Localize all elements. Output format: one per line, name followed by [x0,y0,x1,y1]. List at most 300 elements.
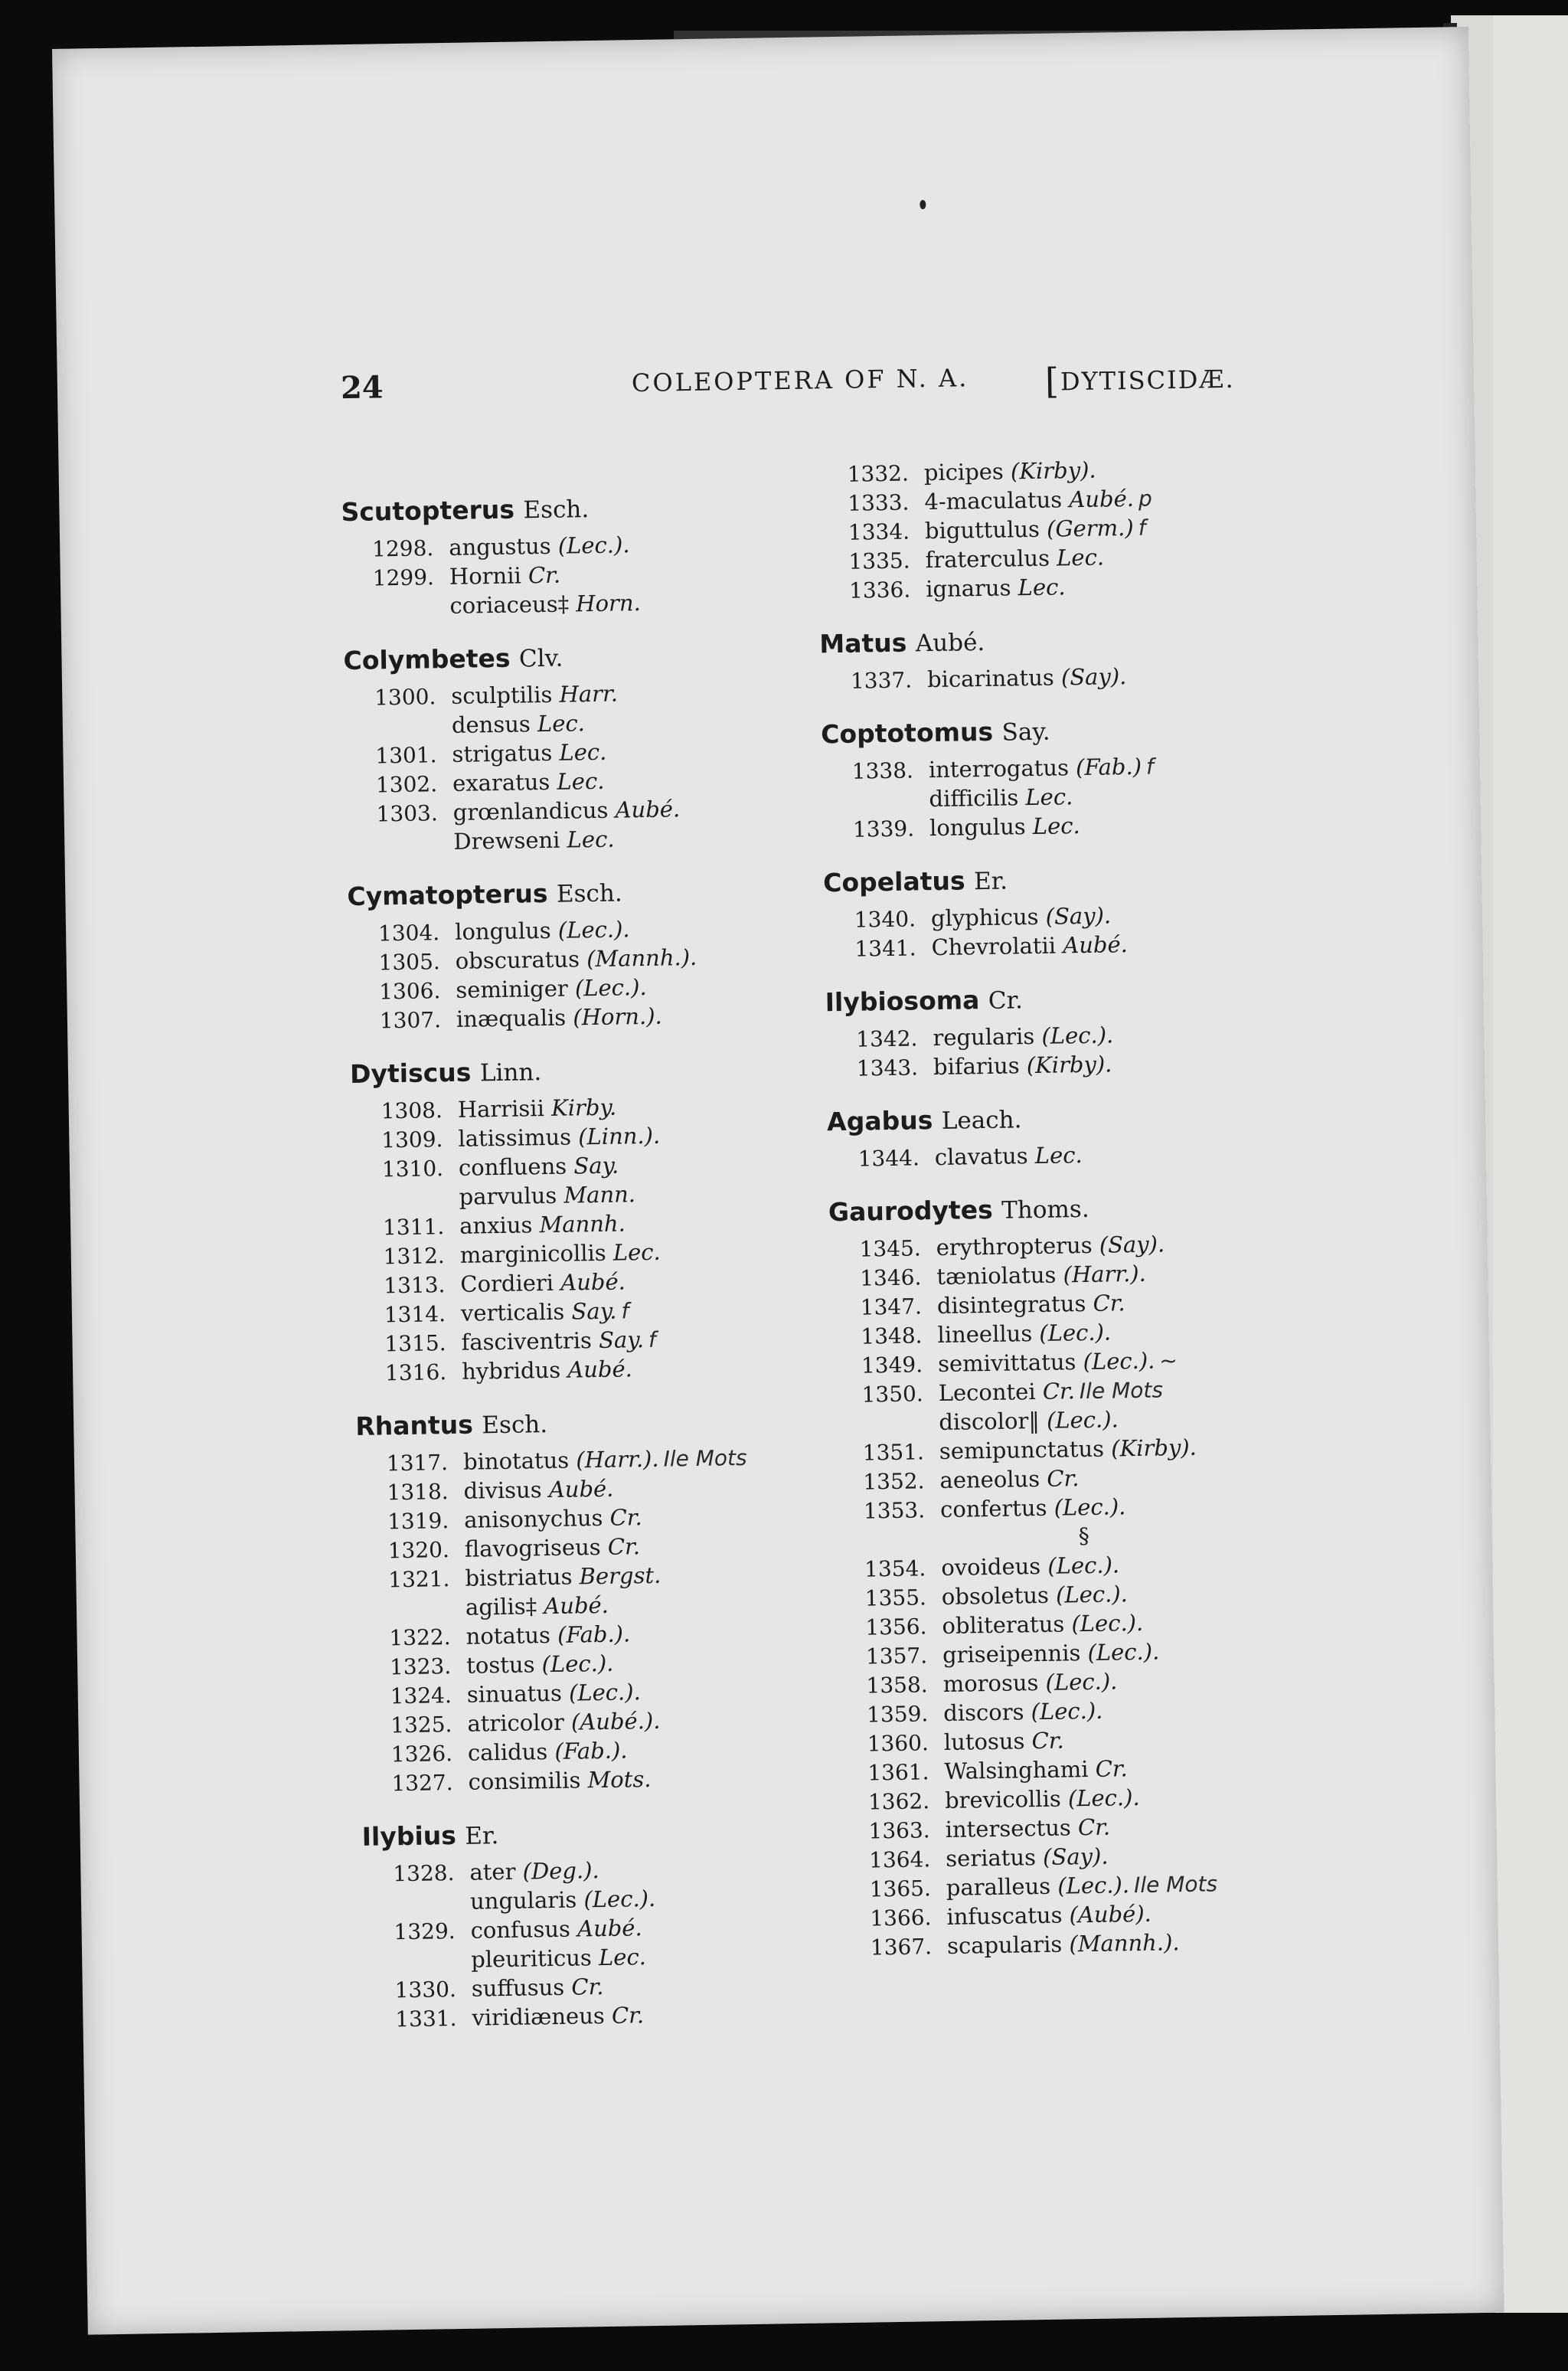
catalog-number: 1298. [371,535,434,562]
species-authority: (Aubé.). [570,1707,661,1735]
species-authority: (Say). [1042,1843,1109,1870]
indent [363,1909,470,1911]
genus-author: Cr. [988,986,1024,1015]
indent [358,1615,466,1617]
species-authority: Cr. [1077,1813,1111,1841]
species-name: pleuriticus [470,1944,593,1973]
species-authority: (Lec.). [1055,1581,1129,1608]
catalog-number: 1305. [378,949,441,976]
catalog-number: 1328. [393,1860,455,1887]
species-authority: Mann. [564,1181,636,1208]
species-name: semivittatus [937,1349,1076,1378]
species-name: biguttulus [924,515,1040,545]
catalog-number: 1365. [869,1876,932,1902]
genus-block [817,453,1294,606]
indent [364,1967,471,1969]
species-authority: (Lec.). [1071,1609,1144,1637]
species-authority: Lec. [559,738,607,766]
species-authority: Cr. [1047,1465,1080,1492]
catalog-number: 1335. [848,548,910,574]
genus-block [341,482,818,622]
handwritten-annotation: ~ [1159,1348,1178,1374]
species-name: longulus [929,813,1026,842]
catalog-number: 1321. [388,1566,450,1593]
catalog-number: 1314. [384,1301,446,1328]
species-name: longulus [454,917,551,945]
species-authority: (Say). [1060,663,1127,691]
genus-block [828,1183,1315,1963]
catalog-number: 1329. [394,1918,456,1945]
page-sheet [52,27,1504,2335]
species-authority: Lec. [1025,783,1073,811]
species-authority: (Fab.). [554,1737,628,1764]
catalog-number: 1337. [850,667,913,694]
species-name: calidus [467,1738,548,1766]
species-name: clavatus [934,1143,1028,1171]
species-name: regularis [933,1023,1035,1051]
species-name: bistriatus [465,1563,573,1591]
catalog-number: 1308. [381,1097,443,1124]
species-authority: (Mannh.). [1069,1929,1180,1957]
species-authority: (Lec.). [1057,1872,1130,1899]
species-authority: Say. [571,1297,617,1325]
species-name: ater [469,1858,516,1885]
catalog-number: 1341. [854,935,916,962]
catalog-number: 1318. [387,1479,449,1506]
species-name: suffusus [471,1974,565,2002]
genus-title [821,705,1296,757]
catalog-number: 1358. [866,1672,928,1699]
species-authority: Lec. [1056,544,1105,571]
genus-title [347,867,822,919]
genus-name: Agabus [826,1105,933,1137]
catalog-number: 1319. [387,1508,449,1535]
species-name: sculptilis [451,681,553,709]
species-name: ovoideus [941,1552,1041,1581]
species-name: bifarius [933,1052,1020,1081]
species-name: marginicollis [459,1239,606,1268]
catalog-number: 1352. [863,1468,925,1495]
species-name: erythropterus [936,1231,1093,1261]
genus-name: Rhantus [354,1409,474,1441]
species-name: Hornii [449,562,521,590]
catalog-number: 1343. [856,1055,919,1081]
species-name: flavogriseus [464,1533,601,1562]
species-name: scapularis [946,1931,1063,1959]
species-authority: (Kirby). [1010,456,1096,485]
species-name: ungularis [469,1886,577,1915]
species-name: intersectus [945,1814,1072,1843]
species-authority: (Deg.). [522,1857,599,1885]
species-name: disintegratus [936,1290,1086,1320]
species-authority: (Lec.). [1067,1784,1140,1812]
handwritten-annotation: Ile Mots [663,1444,747,1472]
species-authority: (Lec.). [568,1679,642,1706]
species-authority: Mots. [587,1765,652,1794]
species-name: Lecontei [938,1378,1036,1407]
catalog-number: 1324. [390,1683,452,1709]
genus-block [355,1397,836,1798]
genus-title [827,1093,1302,1145]
genus-block [823,854,1299,964]
species-name: anisonychus [463,1504,603,1533]
genus-block [825,973,1301,1084]
species-name: grœnlandicus [452,796,609,826]
genus-title [341,482,816,535]
species-name: lutosus [943,1728,1025,1755]
species-authority: Lec. [1034,1142,1083,1169]
species-name: glyphicus [930,903,1039,932]
species-name: interrogatus [928,754,1070,783]
species-authority: Bergst. [579,1562,662,1590]
species-authority: Lec. [557,767,605,795]
species-authority: (Say). [1099,1231,1165,1258]
facing-page-inner [1493,15,1568,2313]
species-authority: (Horn.). [573,1002,662,1031]
species-name: anxius [459,1212,533,1239]
species-authority: Cr. [1095,1755,1129,1782]
catalog-number: 1323. [389,1653,452,1680]
genus-title [819,615,1295,667]
species-name: fraterculus [925,545,1050,574]
genus-block [347,867,824,1035]
species-authority: (Fab.) [1075,753,1142,781]
species-authority: Say. [573,1152,619,1179]
species-authority: Kirby. [550,1094,617,1121]
genus-author: Say. [1001,718,1050,747]
catalog-number: 1338. [851,757,914,784]
species-name: parvulus [459,1182,557,1210]
indent [346,849,453,851]
species-name: tostus [466,1651,535,1679]
genus-block [350,1045,830,1388]
catalog-number: 1307. [379,1007,442,1034]
species-authority: Lec. [537,710,586,737]
species-name: seminiger [456,975,568,1003]
catalog-number: 1364. [868,1846,931,1873]
species-name: atricolor [467,1709,565,1737]
page-header [341,355,1329,416]
genus-author: Linn. [479,1058,542,1087]
catalog-number: 1346. [859,1264,922,1291]
catalog-number: 1347. [860,1293,923,1320]
catalog-number: 1336. [848,577,911,603]
species-name: obscuratus [455,946,580,974]
species-authority: Say. [598,1326,645,1353]
catalog-number: 1301. [375,742,437,769]
catalog-number: 1326. [390,1741,453,1768]
species-name: confertus [939,1494,1047,1523]
species-authority: Aubé. [548,1475,614,1503]
species-authority: (Linn.). [577,1122,661,1150]
handwritten-annotation: Ile Mots [1079,1377,1164,1405]
catalog-number: 1322. [389,1624,451,1651]
species-authority: (Lec.). [1031,1697,1103,1725]
catalog-number: 1310. [381,1156,444,1182]
catalog-number: 1316. [384,1359,447,1386]
indent [352,1205,459,1206]
species-name: semipunctatus [939,1435,1105,1465]
page-number: 24 [340,369,384,407]
handwritten-annotation: f [621,1298,629,1324]
species-name: viridiæneus [472,2002,605,2031]
species-name: divisus [463,1477,542,1504]
section-name: DYTISCIDÆ. [1060,364,1235,397]
species-name: Drewseni [453,826,560,855]
indent [831,1430,939,1431]
species-name: tæniolatus [936,1261,1057,1290]
species-authority: (Kirby). [1026,1051,1112,1079]
indent [343,613,450,615]
genus-title [825,973,1300,1025]
catalog-number: 1333. [848,489,910,516]
catalog-number: 1342. [856,1025,918,1052]
species-authority: (Germ.) [1046,514,1134,542]
catalog-number: 1362. [867,1788,930,1815]
genus-author: Esch. [523,495,590,525]
species-authority: Aubé. [615,796,681,823]
species-authority: (Lec.). [1046,1406,1119,1434]
genus-block [819,615,1295,696]
genus-block [827,1093,1302,1174]
genus-name: Dytiscus [349,1057,472,1090]
indent [822,806,929,808]
catalog-number: 1360. [867,1730,929,1757]
genus-name: Coptotomus [820,716,994,750]
species-authority: Aubé. [577,1915,642,1942]
species-authority: (Lec.). [1039,1319,1112,1346]
handwritten-annotation: p [1138,486,1152,512]
left-column [341,466,840,2033]
species-authority: (Lec.). [574,973,647,1002]
species-authority: Horn. [576,590,642,617]
species-name: Chevrolatii [931,932,1057,961]
species-authority: (Fab.). [557,1620,631,1648]
handwritten-annotation: f [1145,754,1155,780]
section-sign: § [1078,1522,1089,1549]
genus-name: Scutopterus [341,494,515,528]
species-authority: Cr. [528,561,561,589]
genus-title [361,1807,837,1859]
species-authority: (Lec.). [583,1885,656,1913]
species-name: Walsinghami [944,1756,1089,1784]
catalog-number: 1312. [383,1243,446,1270]
catalog-number: 1351. [862,1439,925,1466]
catalog-number: 1299. [372,564,435,591]
species-name: discors [943,1699,1024,1726]
genus-author: Esch. [556,879,622,908]
catalog-number: 1361. [867,1759,929,1786]
species-name: brevicollis [944,1785,1061,1813]
species-authority: Cr. [607,1533,641,1560]
species-name: difficilis [929,784,1019,813]
species-authority: Aubé. [544,1591,609,1620]
species-name: obsoletus [941,1581,1050,1610]
species-authority: (Lec.). [1054,1493,1126,1521]
catalog-number: 1354. [864,1555,926,1582]
catalog-number: 1355. [864,1584,927,1611]
catalog-number: 1325. [390,1712,452,1738]
catalog-number: 1306. [378,978,441,1005]
species-authority: (Say). [1045,902,1112,930]
catalog-number: 1303. [376,800,438,827]
species-name: seriatus [945,1844,1037,1872]
catalog-number: 1345. [859,1235,921,1262]
genus-name: Matus [819,627,907,659]
genus-block [343,631,821,858]
genus-author: Er. [973,867,1008,896]
genus-title [343,631,818,683]
species-name: confluens [458,1153,567,1181]
species-authority: Cr. [609,1504,642,1531]
genus-title [823,854,1298,906]
species-authority: (Lec.). [1041,1022,1114,1049]
species-name: fasciventris [461,1327,593,1356]
species-authority: (Mannh.). [586,943,697,973]
species-authority: Lec. [1032,813,1080,840]
catalog-number: 1327. [391,1770,453,1797]
page-content [52,27,1504,2335]
species-name: densus [451,711,531,738]
species-name: aeneolus [939,1465,1040,1494]
running-title: COLEOPTERA OF N. A. [631,363,969,398]
catalog-number: 1320. [387,1537,450,1564]
genus-name: Ilybius [361,1820,457,1852]
genus-name: Ilybiosoma [825,985,980,1018]
species-name: bicarinatus [926,664,1055,693]
catalog-number: 1311. [382,1214,445,1241]
catalog-number: 1366. [870,1905,932,1931]
species-name: coriaceus‡ [449,590,570,619]
handwritten-annotation: f [1138,515,1146,541]
species-authority: (Lec.). [1045,1668,1118,1696]
species-authority: Lec. [567,826,615,853]
species-authority: (Lec.). [557,916,630,943]
catalog-number: 1348. [861,1323,923,1349]
species-name: 4-maculatus [924,486,1063,515]
genus-title [350,1045,825,1097]
species-name: Harrisii [457,1095,545,1123]
species-name: ignarus [925,574,1011,603]
species-authority: (Harr.). [1063,1260,1147,1288]
species-authority: Cr. [1031,1727,1064,1755]
species-authority: Mannh. [539,1210,626,1238]
species-name: griseipennis [942,1640,1081,1668]
species-authority: Cr. [611,2002,645,2029]
catalog-number: 1313. [383,1272,446,1299]
species-name: inæqualis [456,1004,567,1032]
catalog-number: 1330. [394,1977,457,2003]
species-authority: Lec. [598,1944,647,1971]
catalog-number: 1353. [863,1497,926,1524]
catalog-number: 1357. [865,1643,928,1670]
species-name: strigatus [452,739,553,767]
catalog-number: 1332. [847,460,910,487]
species-name: exaratus [452,768,550,796]
handwritten-annotation: f [648,1326,657,1352]
species-name: paralleus [946,1872,1051,1901]
species-authority: Lec. [612,1238,662,1266]
genus-block [361,1807,839,2034]
species-name: picipes [923,458,1004,486]
catalog-number: 1334. [848,518,910,545]
species-authority: (Lec.). [1087,1638,1160,1666]
catalog-number: 1304. [377,920,440,947]
catalog-number: 1349. [861,1352,923,1378]
species-authority: Aubé. [1069,485,1135,513]
species-authority: (Harr.). [576,1445,659,1473]
catalog-number: 1300. [374,684,436,711]
species-authority: Aubé. [560,1268,626,1296]
catalog-number: 1367. [870,1934,933,1961]
catalog-number: 1315. [384,1330,446,1357]
species-authority: (Lec.). [1047,1552,1120,1579]
genus-author: Thoms. [1001,1195,1089,1225]
species-name: discolor‖ [939,1407,1040,1436]
right-column [817,456,1315,1962]
species-authority: Aubé. [567,1356,633,1383]
species-name: lineellus [937,1320,1033,1349]
genus-author: Leach. [941,1106,1022,1135]
genus-name: Cymatopterus [347,878,548,912]
species-name: hybridus [461,1356,561,1385]
indent [345,733,452,734]
genus-title [828,1183,1304,1235]
catalog-number: 1350. [861,1381,923,1408]
species-name: confusus [470,1915,571,1944]
genus-author: Aubé. [915,628,985,658]
species-name: agilis‡ [465,1593,537,1620]
catalog-number: 1340. [854,906,916,933]
species-authority: (Lec.). [1083,1347,1155,1375]
species-authority: (Kirby). [1110,1434,1197,1462]
ink-dot [920,200,926,209]
catalog-number: 1356. [865,1614,927,1640]
catalog-number: 1359. [866,1701,929,1728]
species-authority: (Lec.). [557,531,630,559]
catalog-number: 1339. [852,816,915,842]
species-authority: Lec. [1018,574,1066,601]
catalog-number: 1302. [375,771,438,798]
species-authority: (Aubé). [1069,1900,1152,1928]
catalog-number: 1363. [868,1817,930,1844]
catalog-number: 1317. [386,1450,449,1477]
species-name: infuscatus [946,1902,1063,1930]
species-name: notatus [466,1622,551,1650]
genus-name: Copelatus [822,865,965,898]
species-authority: Cr. [1042,1378,1076,1405]
catalog-number: 1344. [858,1145,920,1172]
species-name: Cordieri [460,1269,554,1297]
species-name: angustus [449,532,551,561]
genus-block [821,705,1298,845]
genus-author: Er. [465,1822,499,1850]
handwritten-annotation: Ile Mots [1133,1871,1218,1898]
species-name: consimilis [468,1767,581,1795]
species-name: obliteratus [942,1611,1065,1639]
species-authority: Aubé. [1063,931,1129,959]
open-bracket: [ [1044,360,1061,402]
species-authority: Harr. [559,680,619,708]
species-authority: Cr. [1093,1290,1125,1316]
genus-name: Colymbetes [343,643,511,676]
genus-author: Clv. [518,644,564,673]
species-name: verticalis [460,1298,565,1326]
species-name: binotatus [462,1447,570,1475]
species-name: latissimus [458,1123,572,1152]
genus-name: Gaurodytes [828,1194,993,1228]
catalog-number: 1331. [395,2006,457,2033]
